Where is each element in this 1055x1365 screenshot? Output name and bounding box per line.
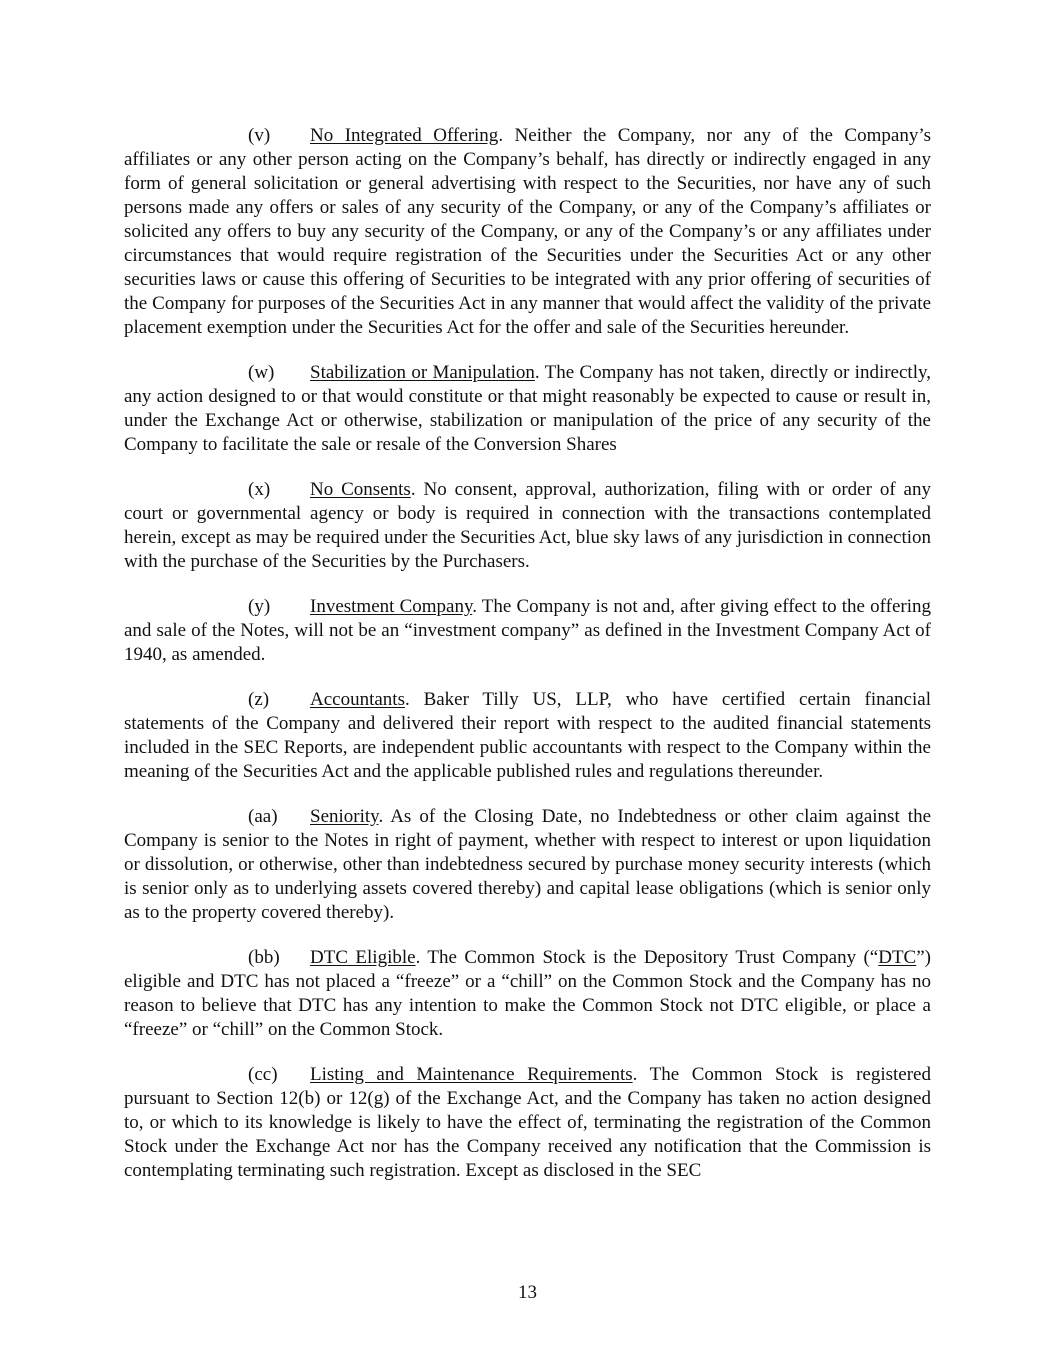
paragraph-text: . Baker Tilly US, LLP, who have certified certain financial statements of the Company and delivered their report with respect to the audited financial statements included in the SEC Reports, are independent public accountants with respect to the Company within the meaning of the Securities Act and the applicable published rules and regulations thereunder. [124, 689, 931, 782]
paragraph-number: (y) [248, 596, 271, 617]
paragraph-text: . The Common Stock is registered pursuant to Section 12(b) or 12(g) of the Exchange Act, and the Company has taken no action designed to, or which to its knowledge is likely to have the effect of, terminating the registration of the Common Stock under the Exchange Act nor has the Company received any notification that the Commission is contemplating terminating such registration. Except as disclosed in the SEC [124, 1064, 931, 1181]
paragraph-number: (x) [248, 479, 271, 500]
paragraph-number: (cc) [248, 1064, 278, 1085]
paragraph-number: (aa) [248, 806, 278, 827]
paragraph-text-after: ”) eligible and DTC has not placed a “freeze” or a “chill” on the Common Stock and the Company has no reason to believe that DTC has any intention to make the Common Stock not DTC eligible, or place a “freeze” or “chill” on the Common Stock. [124, 947, 931, 1040]
paragraph-x [124, 478, 931, 574]
document-body [124, 124, 931, 1204]
paragraph-heading: Accountants [310, 689, 405, 710]
paragraph-text: . No consent, approval, authorization, filing with or order of any court or governmental agency or body is required in connection with the transactions contemplated herein, except as may be required under the Securities Act, blue sky laws of any jurisdiction in connection with the purchase of the Securities by the Purchasers. [124, 479, 931, 572]
paragraph-heading: No Integrated Offering [310, 125, 499, 146]
paragraph-text: . The Company has not taken, directly or indirectly, any action designed to or that would constitute or that might reasonably be expected to cause or result in, under the Exchange Act or otherwise, stabilization or manipulation of the price of any security of the Company to facilitate the sale or resale of the Conversion Shares [124, 362, 931, 455]
page-number: 13 [518, 1282, 537, 1303]
paragraph-bb [124, 946, 931, 1042]
paragraph-number: (w) [248, 362, 275, 383]
paragraph-number: (v) [248, 125, 271, 146]
paragraph-heading: Stabilization or Manipulation [310, 362, 535, 383]
paragraph-heading: Listing and Maintenance Requirements [310, 1064, 633, 1085]
paragraph-text: . The Common Stock is the Depository Trust Company (“ [415, 947, 879, 968]
paragraph-heading: No Consents [310, 479, 411, 500]
paragraph-heading: Seniority [310, 806, 379, 827]
paragraph-text: . Neither the Company, nor any of the Company’s affiliates or any other person acting on the Company’s behalf, has directly or indirectly engaged in any form of general solicitation or general advertising with respect to the Securities, nor have any of such persons made any offers or sales of any security of the Company, or any of the Company’s affiliates or solicited any offers to buy any security of the Company, or any of the Company’s or any affiliates under circumstances that would require registration of the Securities under the Securities Act or any other securities laws or cause this offering of Securities to be integrated with any prior offering of securities of the Company for purposes of the Securities Act in any manner that would affect the validity of the private placement exemption under the Securities Act for the offer and sale of the Securities hereunder. [124, 125, 931, 338]
paragraph-number: (bb) [248, 947, 280, 968]
paragraph-text: . The Company is not and, after giving effect to the offering and sale of the Notes, will not be an “investment company” as defined in the Investment Company Act of 1940, as amended. [124, 596, 931, 665]
paragraph-z [124, 688, 931, 784]
paragraph-heading: DTC Eligible [310, 947, 416, 968]
paragraph-number: (z) [248, 689, 270, 710]
paragraph-aa [124, 805, 931, 925]
paragraph-heading: Investment Company [310, 596, 473, 617]
paragraph-cc [124, 1063, 931, 1183]
defined-term: DTC [878, 947, 917, 968]
paragraph-text: . As of the Closing Date, no Indebtedness or other claim against the Company is senior to the Notes in right of payment, whether with respect to interest or upon liquidation or dissolution, or otherwise, other than indebtedness secured by purchase money security interests (which is senior only as to underlying assets covered thereby) and capital lease obligations (which is senior only as to the property covered thereby). [124, 806, 931, 923]
paragraph-y [124, 595, 931, 667]
paragraph-v [124, 124, 931, 340]
paragraph-w [124, 361, 931, 457]
